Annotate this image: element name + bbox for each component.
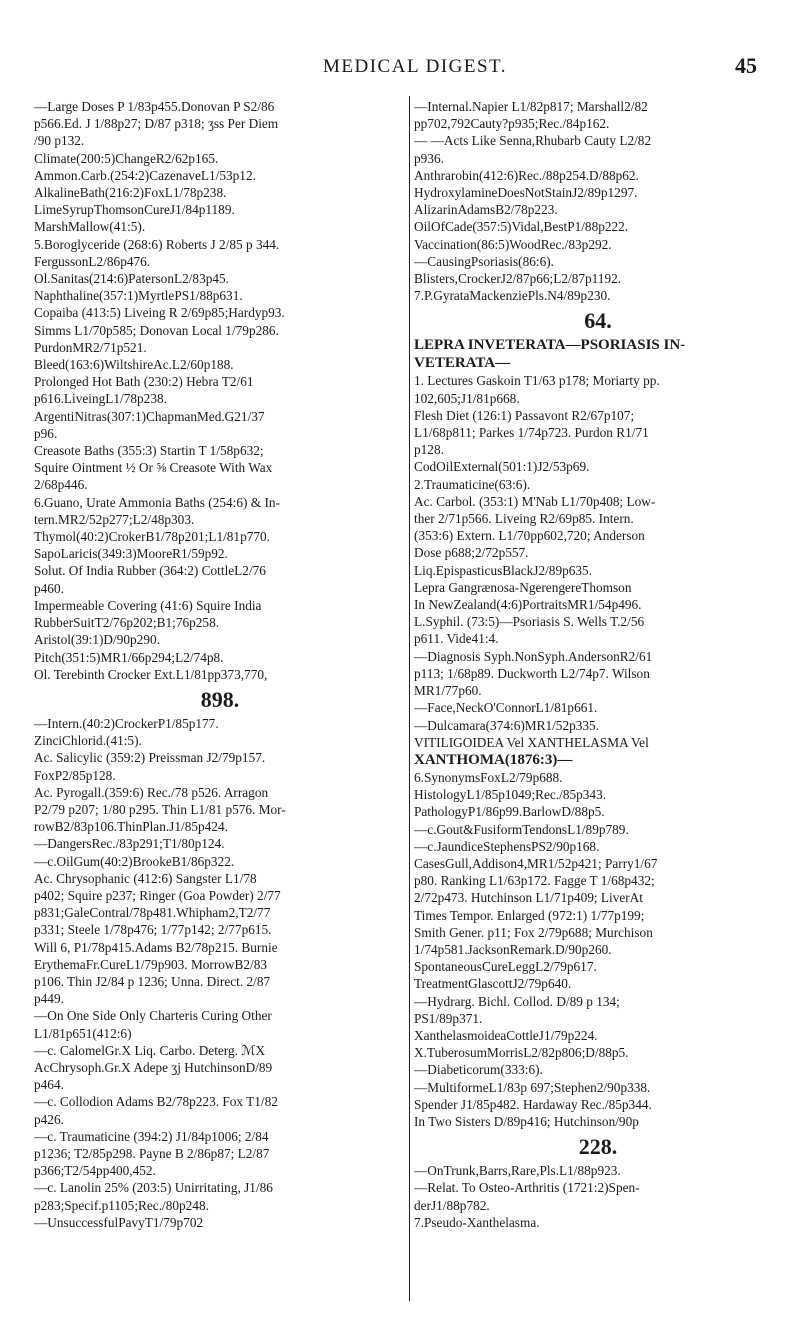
index-line: rowB2/83p106.ThinPlan.J1/85p424. — [34, 819, 228, 835]
index-line: 1/74p581.JacksonRemark.D/90p260. — [414, 941, 612, 957]
index-line: Impermeable Covering (41:6) Squire India — [34, 597, 262, 613]
index-line: Ac. Carbol. (353:1) M'Nab L1/70p408; Low- — [414, 493, 656, 509]
index-line: — —Acts Like Senna,Rhubarb Cauty L2/82 — [414, 133, 652, 149]
index-line: p128. — [414, 442, 444, 458]
index-line: HydroxylamineDoesNotStainJ2/89p1297. — [414, 185, 638, 201]
index-line: Anthrarobin(412:6)Rec./88p254.D/88p62. — [414, 167, 639, 183]
index-line: XANTHOMA(1876:3)— — [414, 751, 573, 768]
index-line: 2/68p446. — [34, 477, 88, 493]
index-line: TreatmentGlascottJ2/79p640. — [414, 976, 572, 992]
index-line: Thymol(40:2)CrokerB1/78p201;L1/81p770. — [34, 529, 271, 545]
index-line: 102,605;J1/81p668. — [414, 390, 520, 406]
index-line: RubberSuitT2/76p202;B1;76p258. — [34, 615, 220, 631]
index-line: —c. CalomelGr.X Liq. Carbo. Deterg. ℳX — [34, 1042, 266, 1058]
index-line: Flesh Diet (126:1) Passavont R2/67p107; — [414, 407, 635, 423]
index-line: In NewZealand(4:6)PortraitsMR1/54p496. — [414, 597, 642, 613]
index-line: ArgentiNitras(307:1)ChapmanMed.G21/37 — [34, 408, 265, 424]
index-line: Prolonged Hot Bath (230:2) Hebra T2/61 — [34, 374, 254, 390]
index-line: —c. Collodion Adams B2/78p223. Fox T1/82 — [34, 1094, 278, 1110]
index-line: Naphthaline(357:1)MyrtlePS1/88p631. — [34, 288, 243, 304]
index-line: —c. Traumaticine (394:2) J1/84p1006; 2/84 — [34, 1128, 269, 1144]
index-line: (353:6) Extern. L1/70pp602,720; Anderson — [414, 528, 645, 544]
index-line: p402; Squire p237; Ringer (Goa Powder) 2/77 — [34, 887, 281, 903]
index-line: p331; Steele 1/78p476; 1/77p142; 2/77p615. — [34, 922, 272, 938]
index-line: VITILIGOIDEA Vel XANTHELASMA Vel — [414, 734, 649, 750]
index-line: ther 2/71p566. Liveing R2/69p85. Intern. — [414, 511, 634, 527]
index-line: Vaccination(86:5)WoodRec./83p292. — [414, 236, 612, 252]
index-line: L1/68p811; Parkes 1/74p723. Purdon R1/71 — [414, 425, 649, 441]
index-line: LEPRA INVETERATA—PSORIASIS IN- — [414, 337, 686, 354]
index-line: CodOilExternal(501:1)J2/53p69. — [414, 459, 590, 475]
index-line: PathologyP1/86p99.BarlowD/88p5. — [414, 804, 605, 820]
index-line: Times Tempor. Enlarged (972:1) 1/77p199; — [414, 907, 645, 923]
index-line: —DangersRec./83p291;T1/80p124. — [34, 836, 225, 852]
index-line: SpontaneousCureLeggL2/79p617. — [414, 959, 597, 975]
index-line: 7.Pseudo-Xanthelasma. — [414, 1214, 540, 1230]
index-line: —Intern.(40:2)CrockerP1/85p177. — [34, 715, 219, 731]
index-line: p113; 1/68p89. Duckworth L2/74p7. Wilson — [414, 665, 650, 681]
index-line: p426. — [34, 1111, 64, 1127]
index-line: p366;T2/54pp400,452. — [34, 1163, 156, 1179]
index-line: derJ1/88p782. — [414, 1197, 490, 1213]
index-line: Ac. Chrysophanic (412:6) Sangster L1/78 — [34, 870, 257, 886]
index-line: 2.Traumaticine(63:6). — [414, 476, 531, 492]
index-line: FergussonL2/86p476. — [34, 253, 151, 269]
index-line: —On One Side Only Charteris Curing Other — [34, 1008, 272, 1024]
index-line: —c.JaundiceStephensPS2/90p168. — [414, 838, 600, 854]
index-line: HistologyL1/85p1049;Rec./85p343. — [414, 787, 607, 803]
index-line: Copaiba (413:5) Liveing R 2/69p85;Hardyp93. — [34, 305, 285, 321]
index-line: OilOfCade(357:5)Vidal,BestP1/88p222. — [414, 219, 629, 235]
index-line: —UnsuccessfulPavyT1/79p702 — [34, 1214, 204, 1230]
index-line: Spender J1/85p482. Hardaway Rec./85p344. — [414, 1096, 652, 1112]
index-line: PS1/89p371. — [414, 1010, 483, 1026]
index-line: Solut. Of India Rubber (364:2) CottleL2/76 — [34, 563, 266, 579]
index-line: Ol.Sanitas(214:6)PatersonL2/83p45. — [34, 271, 229, 287]
index-line: X.TuberosumMorrisL2/82p806;D/88p5. — [414, 1045, 629, 1061]
index-line: p831;GaleContral/78p481.Whipham2,T2/77 — [34, 905, 271, 921]
index-line: p566.Ed. J 1/88p27; D/87 p318; ʒss Per Diem — [34, 116, 279, 132]
index-line: Aristol(39:1)D/90p290. — [34, 632, 160, 648]
index-line: SapoLaricis(349:3)MooreR1/59p92. — [34, 546, 228, 562]
index-line: pp702,792Cauty?p935;Rec./84p162. — [414, 116, 610, 132]
index-line: FoxP2/85p128. — [34, 767, 116, 783]
index-line: Ac. Salicylic (359:2) Preissman J2/79p157. — [34, 750, 266, 766]
index-line: p96. — [34, 425, 58, 441]
index-line: —Large Doses P 1/83p455.Donovan P S2/86 — [34, 99, 275, 114]
index-line: —MultiformeL1/83p 697;Stephen2/90p338. — [414, 1079, 651, 1095]
index-line: Climate(200:5)ChangeR2/62p165. — [34, 150, 219, 166]
index-line: AlizarinAdamsB2/78p223. — [414, 202, 558, 218]
index-line: —CausingPsoriasis(86:6). — [414, 253, 554, 269]
index-line: 1. Lectures Gaskoin T1/63 p178; Moriarty pp. — [414, 373, 660, 389]
index-line: —c.Gout&FusiformTendonsL1/89p789. — [414, 821, 629, 837]
index-line: 898. — [200, 686, 240, 712]
index-line: —Internal.Napier L1/82p817; Marshall2/82 — [414, 99, 648, 114]
index-line: Pitch(351:5)MR1/66p294;L2/74p8. — [34, 649, 224, 665]
index-line: —c.OilGum(40:2)BrookeB1/86p322. — [34, 853, 235, 869]
index-line: L1/81p651(412:6) — [34, 1025, 132, 1041]
index-line: p1236; T2/85p298. Payne B 2/86p87; L2/87 — [34, 1145, 270, 1161]
index-line: —Relat. To Osteo-Arthritis (1721:2)Spen- — [414, 1180, 640, 1196]
index-line: —Face,NeckO'ConnorL1/81p661. — [414, 700, 598, 716]
index-line: AcChrysoph.Gr.X Adepe ʒj HutchinsonD/89 — [34, 1059, 273, 1075]
index-line: p106. Thin J2/84 p 1236; Unna. Direct. 2/87 — [34, 973, 271, 989]
index-line: Ac. Pyrogall.(359:6) Rec./78 p526. Arragon — [34, 784, 269, 800]
index-line: In Two Sisters D/89p416; Hutchinson/90p — [414, 1113, 639, 1129]
index-line: Simms L1/70p585; Donovan Local 1/79p286. — [34, 322, 279, 338]
index-line: VETERATA— — [414, 355, 511, 372]
page-number: 45 — [735, 53, 757, 78]
index-line: ErythemaFr.CureL1/79p903. MorrowB2/83 — [34, 956, 268, 972]
index-line: P2/79 p207; 1/80 p295. Thin L1/81 p576. Mor- — [34, 801, 286, 817]
index-line: p460. — [34, 580, 64, 596]
index-line: p936. — [414, 150, 444, 166]
index-line: Will 6, P1/78p415.Adams B2/78p215. Burnie — [34, 939, 278, 955]
index-line: Squire Ointment ½ Or ⅝ Creasote With Wax — [34, 460, 273, 476]
right-column — [414, 98, 782, 1231]
index-line: L.Syphil. (73:5)—Psoriasis S. Wells T.2/56 — [414, 614, 645, 630]
index-line: —Diagnosis Syph.NonSyph.AndersonR2/61 — [414, 648, 653, 664]
index-line: —OnTrunk,Barrs,Rare,Pls.L1/88p923. — [414, 1163, 621, 1179]
index-line: —Diabeticorum(333:6). — [414, 1062, 543, 1078]
index-line: p80. Ranking L1/63p172. Fagge T 1/68p432; — [414, 873, 655, 889]
index-line: Dose p688;2/72p557. — [414, 545, 529, 561]
index-line: p283;Specif.p1105;Rec./80p248. — [34, 1197, 209, 1213]
index-line: ZinciChlorid.(41:5). — [34, 733, 142, 749]
index-line: p616.LiveingL1/78p238. — [34, 391, 167, 407]
page-title: MEDICAL DIGEST. — [323, 56, 507, 77]
index-line: —Dulcamara(374:6)MR1/52p335. — [414, 717, 600, 733]
index-line: —Hydrarg. Bichl. Collod. D/89 p 134; — [414, 993, 620, 1009]
index-line: LimeSyrupThomsonCureJ1/84p1189. — [34, 202, 235, 218]
index-line: MR1/77p60. — [414, 683, 482, 699]
index-line: 6.SynonymsFoxL2/79p688. — [414, 769, 563, 785]
index-line: Blisters,CrockerJ2/87p66;L2/87p1192. — [414, 271, 622, 287]
index-line: 6.Guano, Urate Ammonia Baths (254:6) & In- — [34, 494, 280, 510]
index-line: p449. — [34, 991, 64, 1007]
index-line: Smith Gener. p11; Fox 2/79p688; Murchison — [414, 924, 653, 940]
index-line: PurdonMR2/71p521. — [34, 339, 147, 355]
column-divider — [409, 96, 410, 1301]
index-line: 2/72p473. Hutchinson L1/71p409; LiverAt — [414, 890, 643, 906]
running-head — [0, 53, 801, 86]
index-line: Creasote Baths (355:3) Startin T 1/58p632; — [34, 443, 264, 459]
index-line: 64. — [584, 308, 612, 334]
index-line: Lepra Gangrænosa-NgerengereThomson — [414, 579, 632, 595]
index-line: /90 p132. — [34, 133, 85, 149]
index-line: Bleed(163:6)WiltshireAc.L2/60p188. — [34, 357, 234, 373]
index-line: MarshMallow(41:5). — [34, 219, 146, 235]
index-line: Ol. Terebinth Crocker Ext.L1/81pp373,770, — [34, 666, 268, 682]
left-column — [34, 98, 406, 1231]
index-line: 5.Boroglyceride (268:6) Roberts J 2/85 p 344. — [34, 236, 280, 252]
index-line: 228. — [578, 1134, 618, 1160]
index-line: Ammon.Carb.(254:2)CazenaveL1/53p12. — [34, 167, 256, 183]
index-line: Liq.EpispasticusBlackJ2/89p635. — [414, 562, 593, 578]
index-line: p611. Vide41:4. — [414, 631, 499, 647]
index-line: p464. — [34, 1077, 64, 1093]
index-line: AlkalineBath(216:2)FoxL1/78p238. — [34, 185, 227, 201]
index-line: —c. Lanolin 25% (203:5) Unirritating, J1/86 — [34, 1180, 273, 1196]
index-line: CasesGull,Addison4,MR1/52p421; Parry1/67 — [414, 855, 658, 871]
index-line: 7.P.GyrataMackenziePls.N4/89p230. — [414, 288, 611, 304]
index-line: XanthelasmoideaCottleJ1/79p224. — [414, 1027, 598, 1043]
index-line: tern.MR2/52p277;L2/48p303. — [34, 511, 195, 527]
